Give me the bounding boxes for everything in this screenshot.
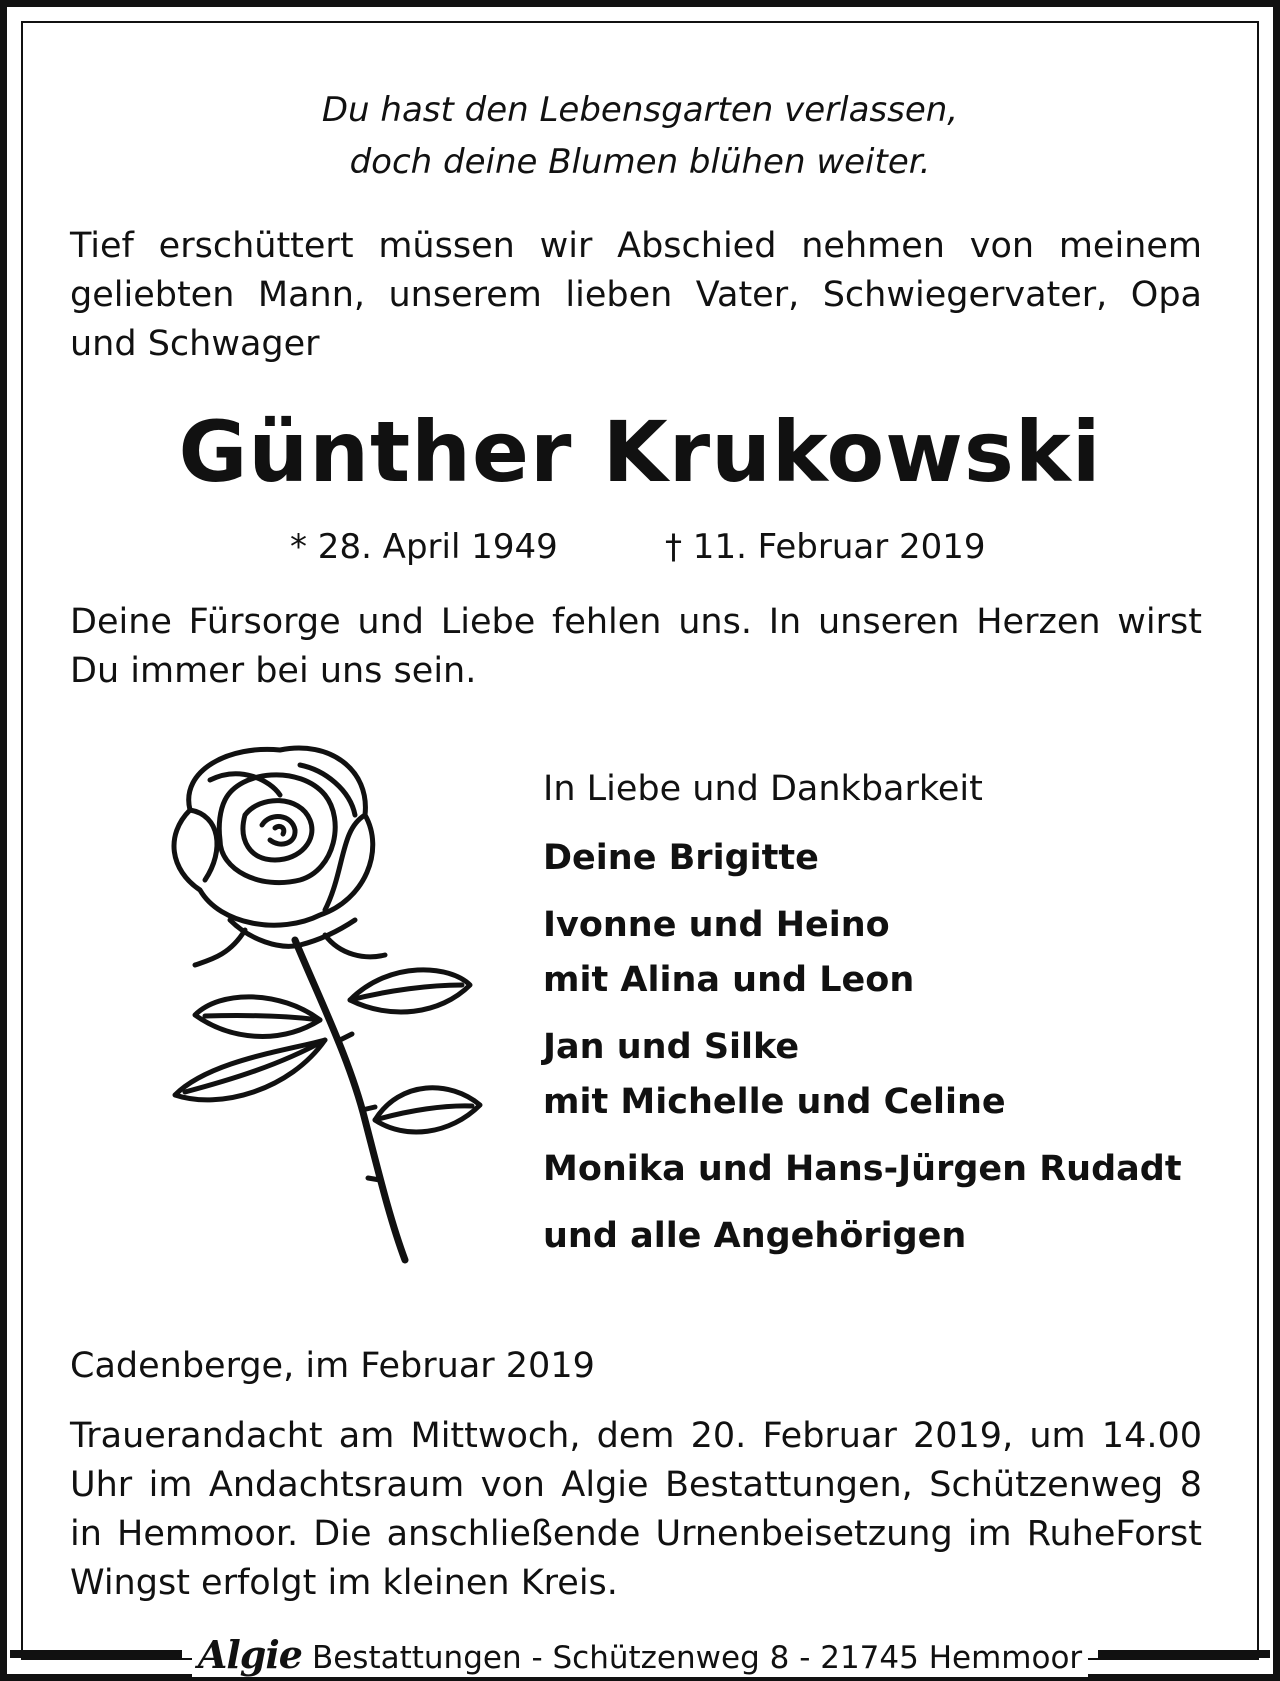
intro-text: Tief erschüttert müssen wir Abschied nehmen von meinem geliebten Mann, unserem lieben Vater, Schwiegervater, Opa und Schwager (70, 226, 1202, 364)
death-date: † 11. Februar 2019 (665, 527, 986, 567)
motto-line-1: Du hast den Lebensgarten verlassen, (321, 90, 959, 130)
footer-rule-left (10, 1650, 182, 1658)
funeral-home-logo: Algie (197, 1631, 302, 1677)
family-group1-line1: Ivonne und Heino (543, 905, 890, 945)
family-group2-line1: Jan und Silke (543, 1027, 800, 1067)
family-group2-line2: mit Michelle und Celine (543, 1082, 1006, 1122)
family-group1-line2: mit Alina und Leon (543, 960, 915, 1000)
footer-rule-right (1098, 1650, 1270, 1658)
family-signatures (543, 762, 1233, 1264)
family-others: und alle Angehörigen (543, 1216, 967, 1256)
footer (0, 1631, 1280, 1677)
family-spouse: Deine Brigitte (543, 838, 819, 878)
service-details: Trauerandacht am Mittwoch, dem 20. Februar 2019, um 14.00 Uhr im Andachtsraum von Algie Bestattungen, Schützenweg 8 in Hemmoor. Die anschließende Urnenbeisetzung im RuheForst Wingst erfolgt im kleinen Kreis. (70, 1416, 1202, 1603)
place-date: Cadenberge, im Februar 2019 (70, 1346, 595, 1386)
motto (0, 84, 1280, 188)
footer-address: Bestattungen - Schützenweg 8 - 21745 Hemmoor (311, 1639, 1083, 1676)
birth-date: * 28. April 1949 (290, 527, 558, 567)
motto-line-2: doch deine Blumen blühen weiter. (349, 142, 931, 182)
footer-text (192, 1632, 1088, 1677)
family-group3: Monika und Hans-Jürgen Rudadt (543, 1149, 1182, 1189)
rose-icon (150, 740, 490, 1280)
deceased-name: Günther Krukowski (178, 403, 1102, 501)
tribute-text: Deine Fürsorge und Liebe fehlen uns. In unseren Herzen wirst Du immer bei uns sein. (70, 602, 1202, 691)
family-heading: In Liebe und Dankbarkeit (543, 769, 983, 809)
